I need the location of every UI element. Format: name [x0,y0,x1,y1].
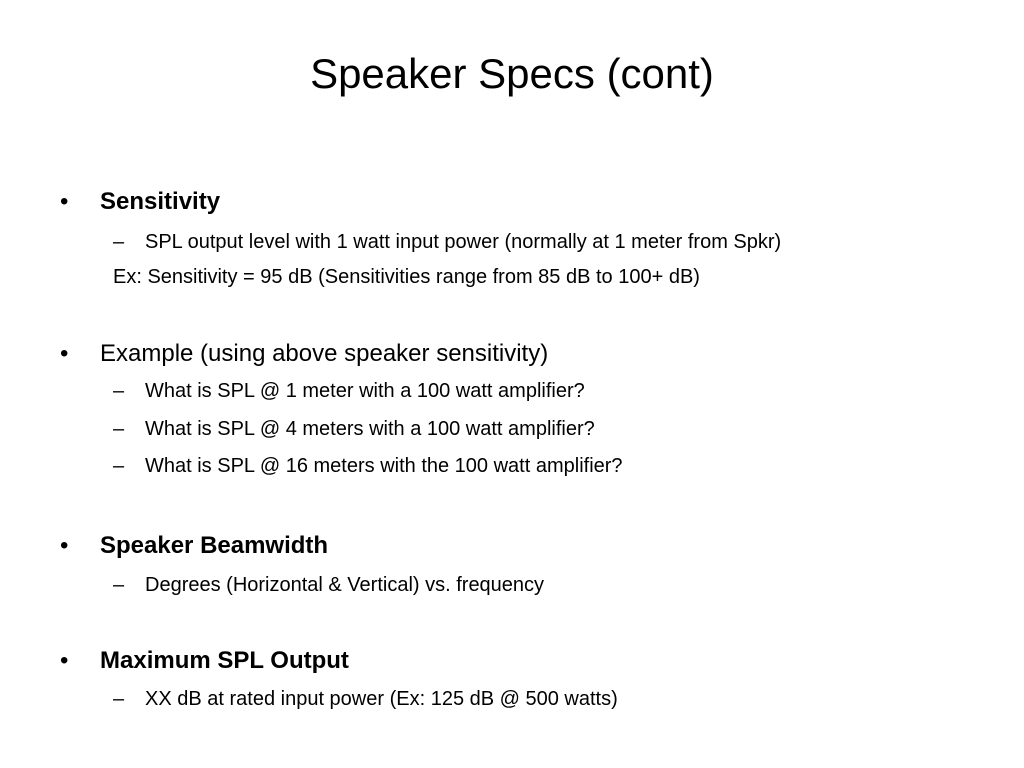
dash-marker: – [113,574,125,596]
sub-item-text: SPL output level with 1 watt input power (normally at 1 meter from Spkr) [145,231,782,253]
bullet-heading: Maximum SPL Output [100,647,349,674]
bullet-heading: Example (using above speaker sensitivity) [100,340,549,367]
slide-title: Speaker Specs (cont) [310,50,714,97]
dash-marker: – [113,418,125,440]
bullet-marker: • [60,532,69,559]
sub-item-text: What is SPL @ 16 meters with the 100 watt amplifier? [145,455,623,477]
dash-marker: – [113,455,125,477]
dash-marker: – [113,231,125,253]
bullet-heading: Speaker Beamwidth [100,532,329,559]
bullet-heading: Sensitivity [100,188,221,215]
sub-item-text: What is SPL @ 4 meters with a 100 watt amplifier? [145,418,595,440]
sub-item-text: What is SPL @ 1 meter with a 100 watt amplifier? [145,380,585,402]
sub-item-text: XX dB at rated input power (Ex: 125 dB @ 500 watts) [145,688,618,710]
bullet-marker: • [60,188,69,215]
bullet-marker: • [60,647,69,674]
bullet-marker: • [60,340,69,367]
sub-item-text: Degrees (Horizontal & Vertical) vs. frequency [145,574,545,596]
dash-marker: – [113,688,125,710]
note-text: Ex: Sensitivity = 95 dB (Sensitivities range from 85 dB to 100+ dB) [113,266,700,288]
dash-marker: – [113,380,125,402]
